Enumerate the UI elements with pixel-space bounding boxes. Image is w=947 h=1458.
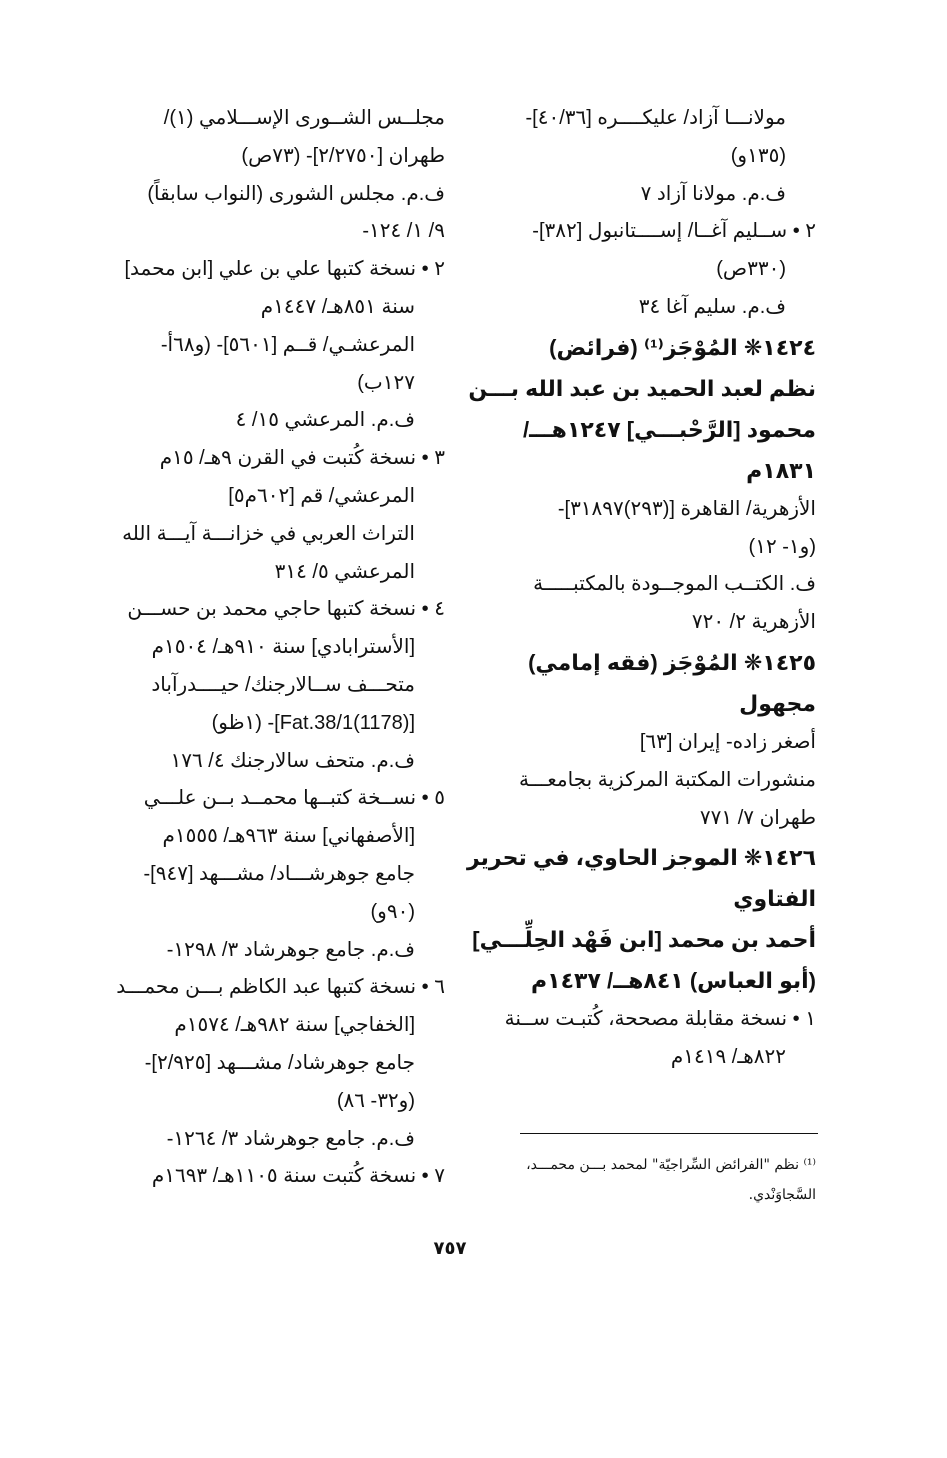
entry-heading-line: أحمد بن محمد [ابن فَهْد الحِلِّـــي]: [472, 927, 816, 953]
text-line: ٧ • نسخة كُتبت سنة ١١٠٥هـ/ ١٦٩٣م: [151, 1165, 445, 1188]
text-line: ف.م. جامع جوهرشاد ٣/ ١٢٦٤-: [166, 1127, 415, 1150]
text-line: ف. الكتــب الموجــودة بالمكتبـــــة: [533, 573, 816, 596]
right-column: [466, 100, 816, 1077]
entry-heading-line: ١٤٢٥❋ المُوْجَز (فقه إمامي): [528, 649, 816, 675]
text-line: المرعشي ٥/ ٣١٤: [274, 560, 415, 583]
footnote-line: السَّجاوَنْدي.: [748, 1187, 816, 1203]
entry-heading-line: ١٤٢٦❋ الموجز الحاوي، في تحرير: [466, 845, 816, 871]
footnote-line: ⁽¹⁾ نظم "الفرائض السِّراجيّة" لمحمد بـــن محمـــد،: [526, 1157, 816, 1173]
text-line: ف.م. المرعشي ١٥/ ٤: [235, 409, 415, 432]
text-line: ف.م. سليم آغا ٣٤: [638, 295, 786, 318]
left-column: [100, 100, 445, 1196]
entry-heading-line: (أبو العباس) ٨٤١هــ/ ١٤٣٧م: [531, 968, 816, 994]
entry-heading-line: محمود [الرَّحْبـــي] ١٢٤٧هـــ/: [523, 416, 816, 442]
text-line: طهران ٧/ ٧٧١: [699, 806, 816, 829]
text-line: ٨٢٢هـ/ ١٤١٩م: [670, 1046, 786, 1069]
text-line: [(1178)Fat.38/1]- (١ظو): [211, 711, 415, 734]
text-line: ١٢٧ب): [357, 371, 415, 394]
text-line: ٤ • نسخة كتبها حاجي محمد بن حســـن: [127, 598, 445, 621]
text-line: (٣٣٠ص): [716, 258, 786, 281]
text-line: [الخفاجي] سنة ٩٨٢هـ/ ١٥٧٤م: [174, 1014, 415, 1037]
text-line: (و٣٢- ٨٦): [336, 1089, 415, 1112]
entry-heading-line: الفتاوي: [733, 886, 816, 912]
text-line: (و١- ١٢): [748, 535, 816, 558]
text-line: (١٣٥و): [730, 144, 786, 167]
text-line: سنة ٨٥١هـ/ ١٤٤٧م: [260, 295, 415, 318]
entry-heading-line: نظم لعبد الحميد بن عبد الله بـــن: [468, 375, 816, 401]
text-line: ١ • نسخة مقابلة مصححة، كُتبـت ســنة: [504, 1008, 816, 1031]
text-line: ٢ • ســليم آغــا/ إســــتانبول [٣٨٢]-: [532, 220, 816, 243]
text-line: ٩/ ١/ ١٢٤-: [362, 220, 445, 243]
entry-heading-line: ١٤٢٤❋ المُوْجَز⁽¹⁾ (فرائض): [549, 334, 816, 360]
entry-heading-line: ١٨٣١م: [746, 457, 816, 483]
text-line: [الأسترابادي] سنة ٩١٠هـ/ ١٥٠٤م: [151, 636, 415, 659]
text-line: (٩٠و): [370, 900, 415, 923]
text-line: ٥ • نســخة كتبــها محمــد بــن علـــي: [143, 787, 445, 810]
text-line: طهران [٢/٢٧٥٠]- (٧٣ص): [241, 144, 445, 167]
footnote: [470, 1150, 816, 1210]
text-line: ف.م. مجلس الشورى (النواب سابقاً): [147, 182, 445, 205]
text-line: [الأصفهاني] سنة ٩٦٣هـ/ ١٥٥٥م: [162, 825, 415, 848]
text-line: ٣ • نسخة كُتبت في القرن ٩هـ/ ١٥م: [159, 447, 445, 470]
text-line: المرعشـي/ قــم [٥٦٠١]- (و٦٨أ-: [160, 333, 415, 356]
text-line: المرعشي/ قم [٦٠٢م٥]: [228, 484, 415, 507]
text-line: جامع جوهرشاد/ مشـــهد [٢/٩٢٥]-: [144, 1051, 415, 1074]
text-line: الأزهرية ٢/ ٧٢٠: [691, 611, 816, 634]
text-line: ف.م. مولانا آزاد ٧: [640, 182, 786, 205]
text-line: ف.م. جامع جوهرشاد ٣/ ١٢٩٨-: [166, 938, 415, 961]
page-number: ٧٥٧: [433, 1238, 467, 1259]
entry-heading-line: مجهول: [739, 690, 816, 716]
text-line: ف.م. متحف سالارجنك ٤/ ١٧٦: [170, 749, 415, 772]
text-line: متحـــف ســالارجنك/ حيــــدرآباد: [151, 673, 415, 696]
text-line: الأزهرية/ القاهرة [(٢٩٣)٣١٨٩٧]-: [557, 497, 816, 520]
text-line: منشورات المكتبة المركزية بجامعـــة: [518, 768, 816, 791]
text-line: مجلــس الشــورى الإســـلامي (١)/: [163, 107, 445, 129]
text-line: ٢ • نسخة كتبها علي بن علي [ابن محمد]: [124, 258, 445, 281]
text-line: أصغر زاده- إيران [٦٣]: [639, 730, 816, 753]
footnote-divider: [520, 1133, 818, 1134]
text-line: التراث العربي في خزانـــة آيـــة الله: [122, 522, 415, 545]
text-line: جامع جوهرشـــاد/ مشـــهد [٩٤٧]-: [143, 862, 415, 885]
text-line: مولانـــا آزاد/ عليكــــره [٤٠/٣٦]-: [525, 107, 786, 129]
text-line: ٦ • نسخة كتبها عبد الكاظم بـــن محمـــد: [116, 976, 445, 999]
